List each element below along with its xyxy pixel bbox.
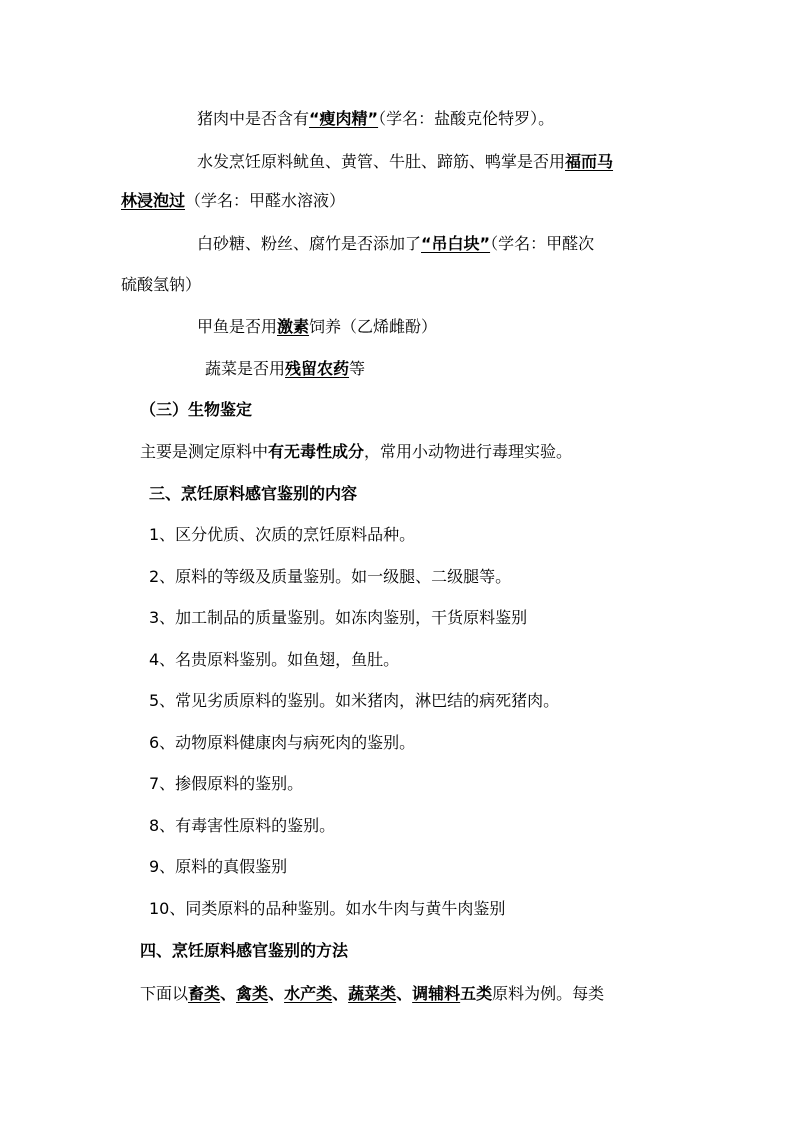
- text-run: 甲鱼是否用: [197, 317, 278, 336]
- emphasis-term: 福而马: [565, 152, 614, 171]
- list-item: 7、掺假原料的鉴别。: [149, 774, 304, 793]
- list-item: 4、名贵原料鉴别。如鱼翅，鱼肚。: [149, 650, 400, 669]
- category-livestock: 畜类: [188, 984, 221, 1003]
- category-condiments: 调辅料: [412, 984, 461, 1003]
- separator: 、: [396, 984, 413, 1003]
- emphasis-term: 五类: [460, 984, 493, 1003]
- text-run: 蔬菜是否用: [205, 359, 286, 378]
- paragraph-rongalite-line1: [197, 233, 594, 255]
- text-run: （学名：甲醛水溶液）: [185, 191, 346, 210]
- paragraph-rongalite-line2: [121, 274, 201, 296]
- text-run: 硫酸氢钠）: [121, 275, 202, 294]
- text-run: ，常用小动物进行毒理实验。: [364, 442, 573, 461]
- category-poultry: 禽类: [236, 984, 269, 1003]
- paragraph-formalin-line1: [197, 151, 613, 173]
- text-run: 猪肉中是否含有: [197, 109, 310, 128]
- section-title-methods: 四、烹饪原料感官鉴别的方法: [140, 941, 349, 960]
- emphasis-term: 激素: [277, 317, 310, 336]
- paragraph-formalin-line2: [121, 190, 345, 212]
- separator: 、: [332, 984, 349, 1003]
- paragraph-pork-clenbuterol: [197, 108, 554, 130]
- list-item: 3、加工制品的质量鉴别。如冻肉鉴别，干货原料鉴别: [149, 608, 528, 627]
- text-run: （学名：甲醛次: [490, 234, 595, 253]
- emphasis-term: “瘦肉精”: [309, 109, 379, 128]
- list-item: 1、区分优质、次质的烹饪原料品种。: [149, 525, 416, 544]
- separator: 、: [268, 984, 285, 1003]
- separator: 、: [220, 984, 237, 1003]
- paragraph-turtle-hormone: [197, 316, 437, 338]
- list-item: 10、同类原料的品种鉴别。如水牛肉与黄牛肉鉴别: [149, 899, 506, 918]
- list-item: 2、原料的等级及质量鉴别。如一级腿、二级腿等。: [149, 567, 512, 586]
- text-run: （学名：盐酸克伦特罗）。: [378, 109, 555, 128]
- text-run: 等: [349, 359, 366, 378]
- emphasis-term: 林浸泡过: [121, 191, 186, 210]
- text-run: 下面以: [140, 984, 189, 1003]
- text-run: 原料为例。每类: [492, 984, 605, 1003]
- category-aquatic: 水产类: [284, 984, 333, 1003]
- paragraph-vegetable-pesticide: [205, 358, 365, 380]
- emphasis-term: 残留农药: [285, 359, 350, 378]
- paragraph-method-intro: [140, 983, 604, 1005]
- heading-biological-identification: （三）生物鉴定: [140, 400, 253, 419]
- text-run: 白砂糖、粉丝、腐竹是否添加了: [197, 234, 422, 253]
- category-vegetables: 蔬菜类: [348, 984, 397, 1003]
- emphasis-term: 有无毒性成分: [268, 442, 365, 461]
- list-item: 5、常见劣质原料的鉴别。如米猪肉，淋巴结的病死猪肉。: [149, 691, 560, 710]
- text-run: 主要是测定原料中: [140, 442, 269, 461]
- text-run: 饲养（乙烯雌酚）: [309, 317, 438, 336]
- list-item: 9、原料的真假鉴别: [149, 857, 288, 876]
- list-item: 6、动物原料健康肉与病死肉的鉴别。: [149, 733, 416, 752]
- emphasis-term: “吊白块”: [421, 234, 491, 253]
- text-run: 水发烹饪原料鱿鱼、黄管、牛肚、蹄筋、鸭掌是否用: [197, 152, 566, 171]
- paragraph-bio-description: [140, 441, 572, 463]
- list-item: 8、有毒害性原料的鉴别。: [149, 816, 336, 835]
- section-title-contents: 三、烹饪原料感官鉴别的内容: [149, 484, 358, 503]
